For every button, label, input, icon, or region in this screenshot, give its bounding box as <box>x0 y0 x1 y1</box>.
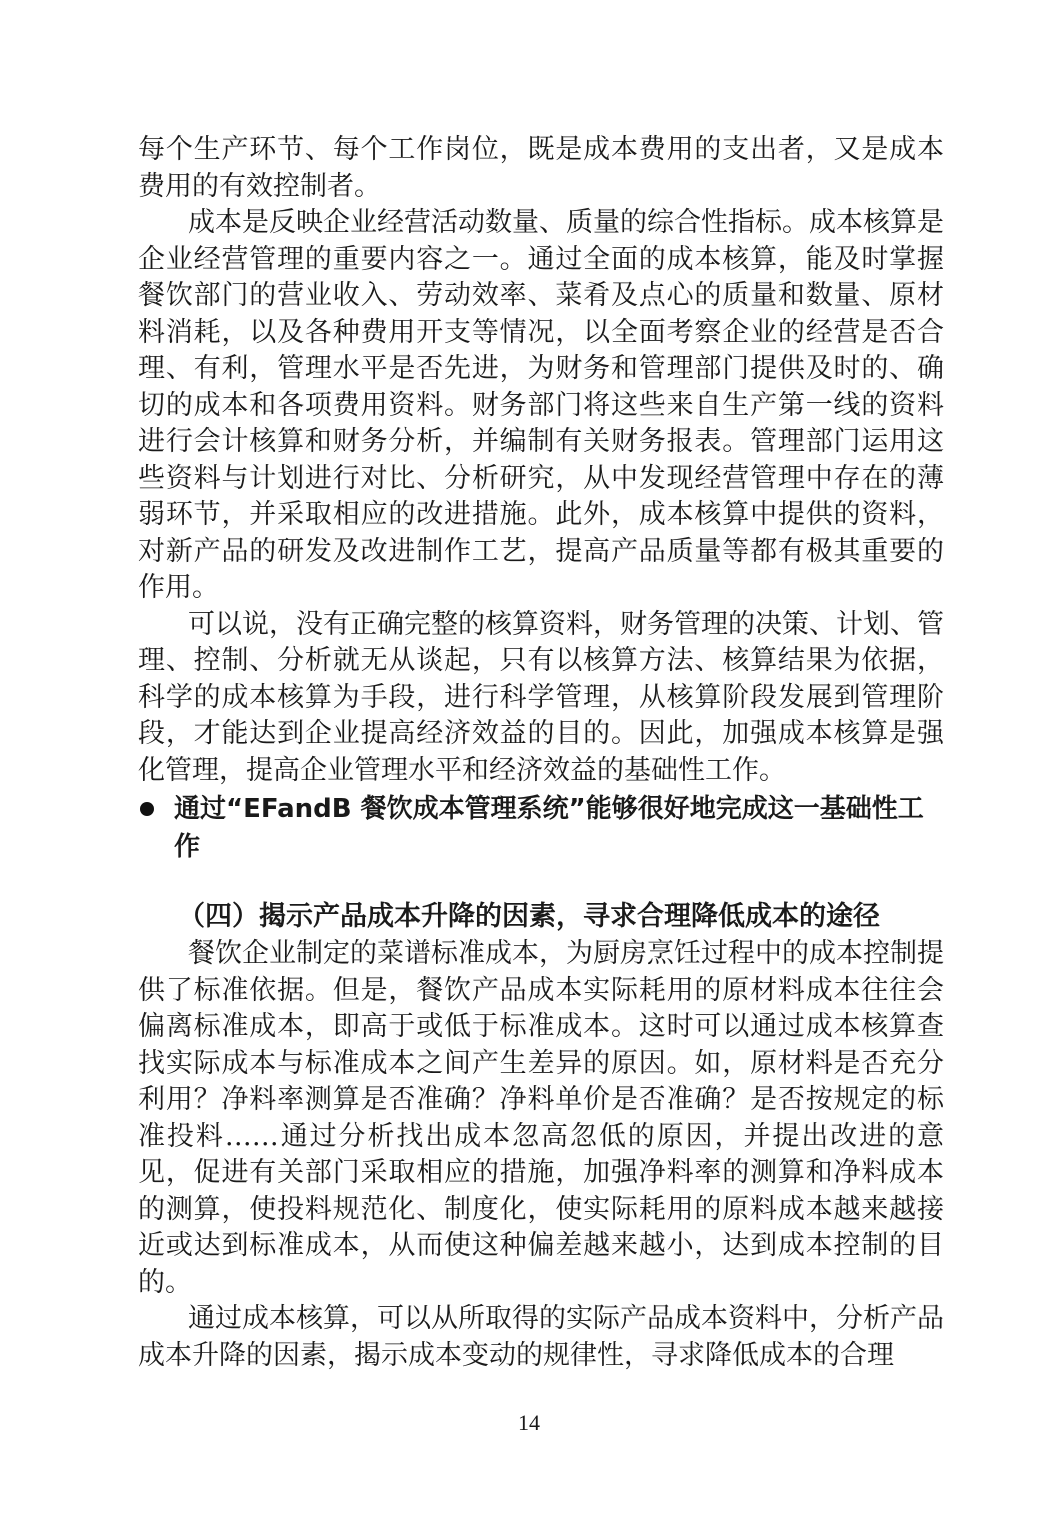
body-text-top <box>138 132 944 789</box>
paragraph-cost-accounting: 成本是反映企业经营活动数量、质量的综合性指标。成本核算是企业经营管理的重要内容之一。通过全面的成本核算，能及时掌握餐饮部门的营业收入、劳动效率、菜肴及点心的质量和数量、原材料消耗，以及各种费用开支等情况，以全面考察企业的经营是否合理、有利，管理水平是否先进，为财务和管理部门提供及时的、确切的成本和各项费用资料。财务部门将这些来自生产第一线的资料进行会计核算和财务分析，并编制有关财务报表。管理部门运用这些资料与计划进行对比、分析研究，从中发现经营管理中存在的薄弱环节，并采取相应的改进措施。此外，成本核算中提供的资料，对新产品的研发及改进制作工艺，提高产品质量等都有极其重要的作用。 <box>138 207 944 603</box>
paragraph-conclusion: 可以说，没有正确完整的核算资料，财务管理的决策、计划、管理、控制、分析就无从谈起，只有以核算方法、核算结果为依据，科学的成本核算为手段，进行科学管理，从核算阶段发展到管理阶段，才能达到企业提高经济效益的目的。因此，加强成本核算是强化管理，提高企业管理水平和经济效益的基础性工作。 <box>138 608 944 786</box>
page-number: 14 <box>518 1410 540 1435</box>
bullet-item <box>138 790 944 866</box>
section-heading: （四）揭示产品成本升降的因素，寻求合理降低成本的途径 <box>178 901 880 932</box>
bullet-text: 通过“EFandB 餐饮成本管理系统”能够很好地完成这一基础性工作 <box>174 794 924 862</box>
paragraph-continuation: 每个生产环节、每个工作岗位，既是成本费用的支出者，又是成本费用的有效控制者。 <box>138 134 944 202</box>
bullet-dot-icon <box>140 802 154 816</box>
paragraph-cost-factors: 通过成本核算，可以从所取得的实际产品成本资料中，分析产品成本升降的因素，揭示成本变动的规律性，寻求降低成本的合理 <box>138 1303 944 1371</box>
paragraph-standard-cost: 餐饮企业制定的菜谱标准成本，为厨房烹饪过程中的成本控制提供了标准依据。但是，餐饮产品成本实际耗用的原材料成本往往会偏离标准成本，即高于或低于标准成本。这时可以通过成本核算查找实际成本与标准成本之间产生差异的原因。如，原材料是否充分利用？净料率测算是否准确？净料单价是否准确？是否按规定的标准投料……通过分析找出成本忽高忽低的原因，并提出改进的意见，促进有关部门采取相应的措施，加强净料率的测算和净料成本的测算，使投料规范化、制度化，使实际耗用的原料成本越来越接近或达到标准成本，从而使这种偏差越来越小，达到成本控制的目的。 <box>138 938 944 1298</box>
body-text-section <box>138 936 944 1374</box>
